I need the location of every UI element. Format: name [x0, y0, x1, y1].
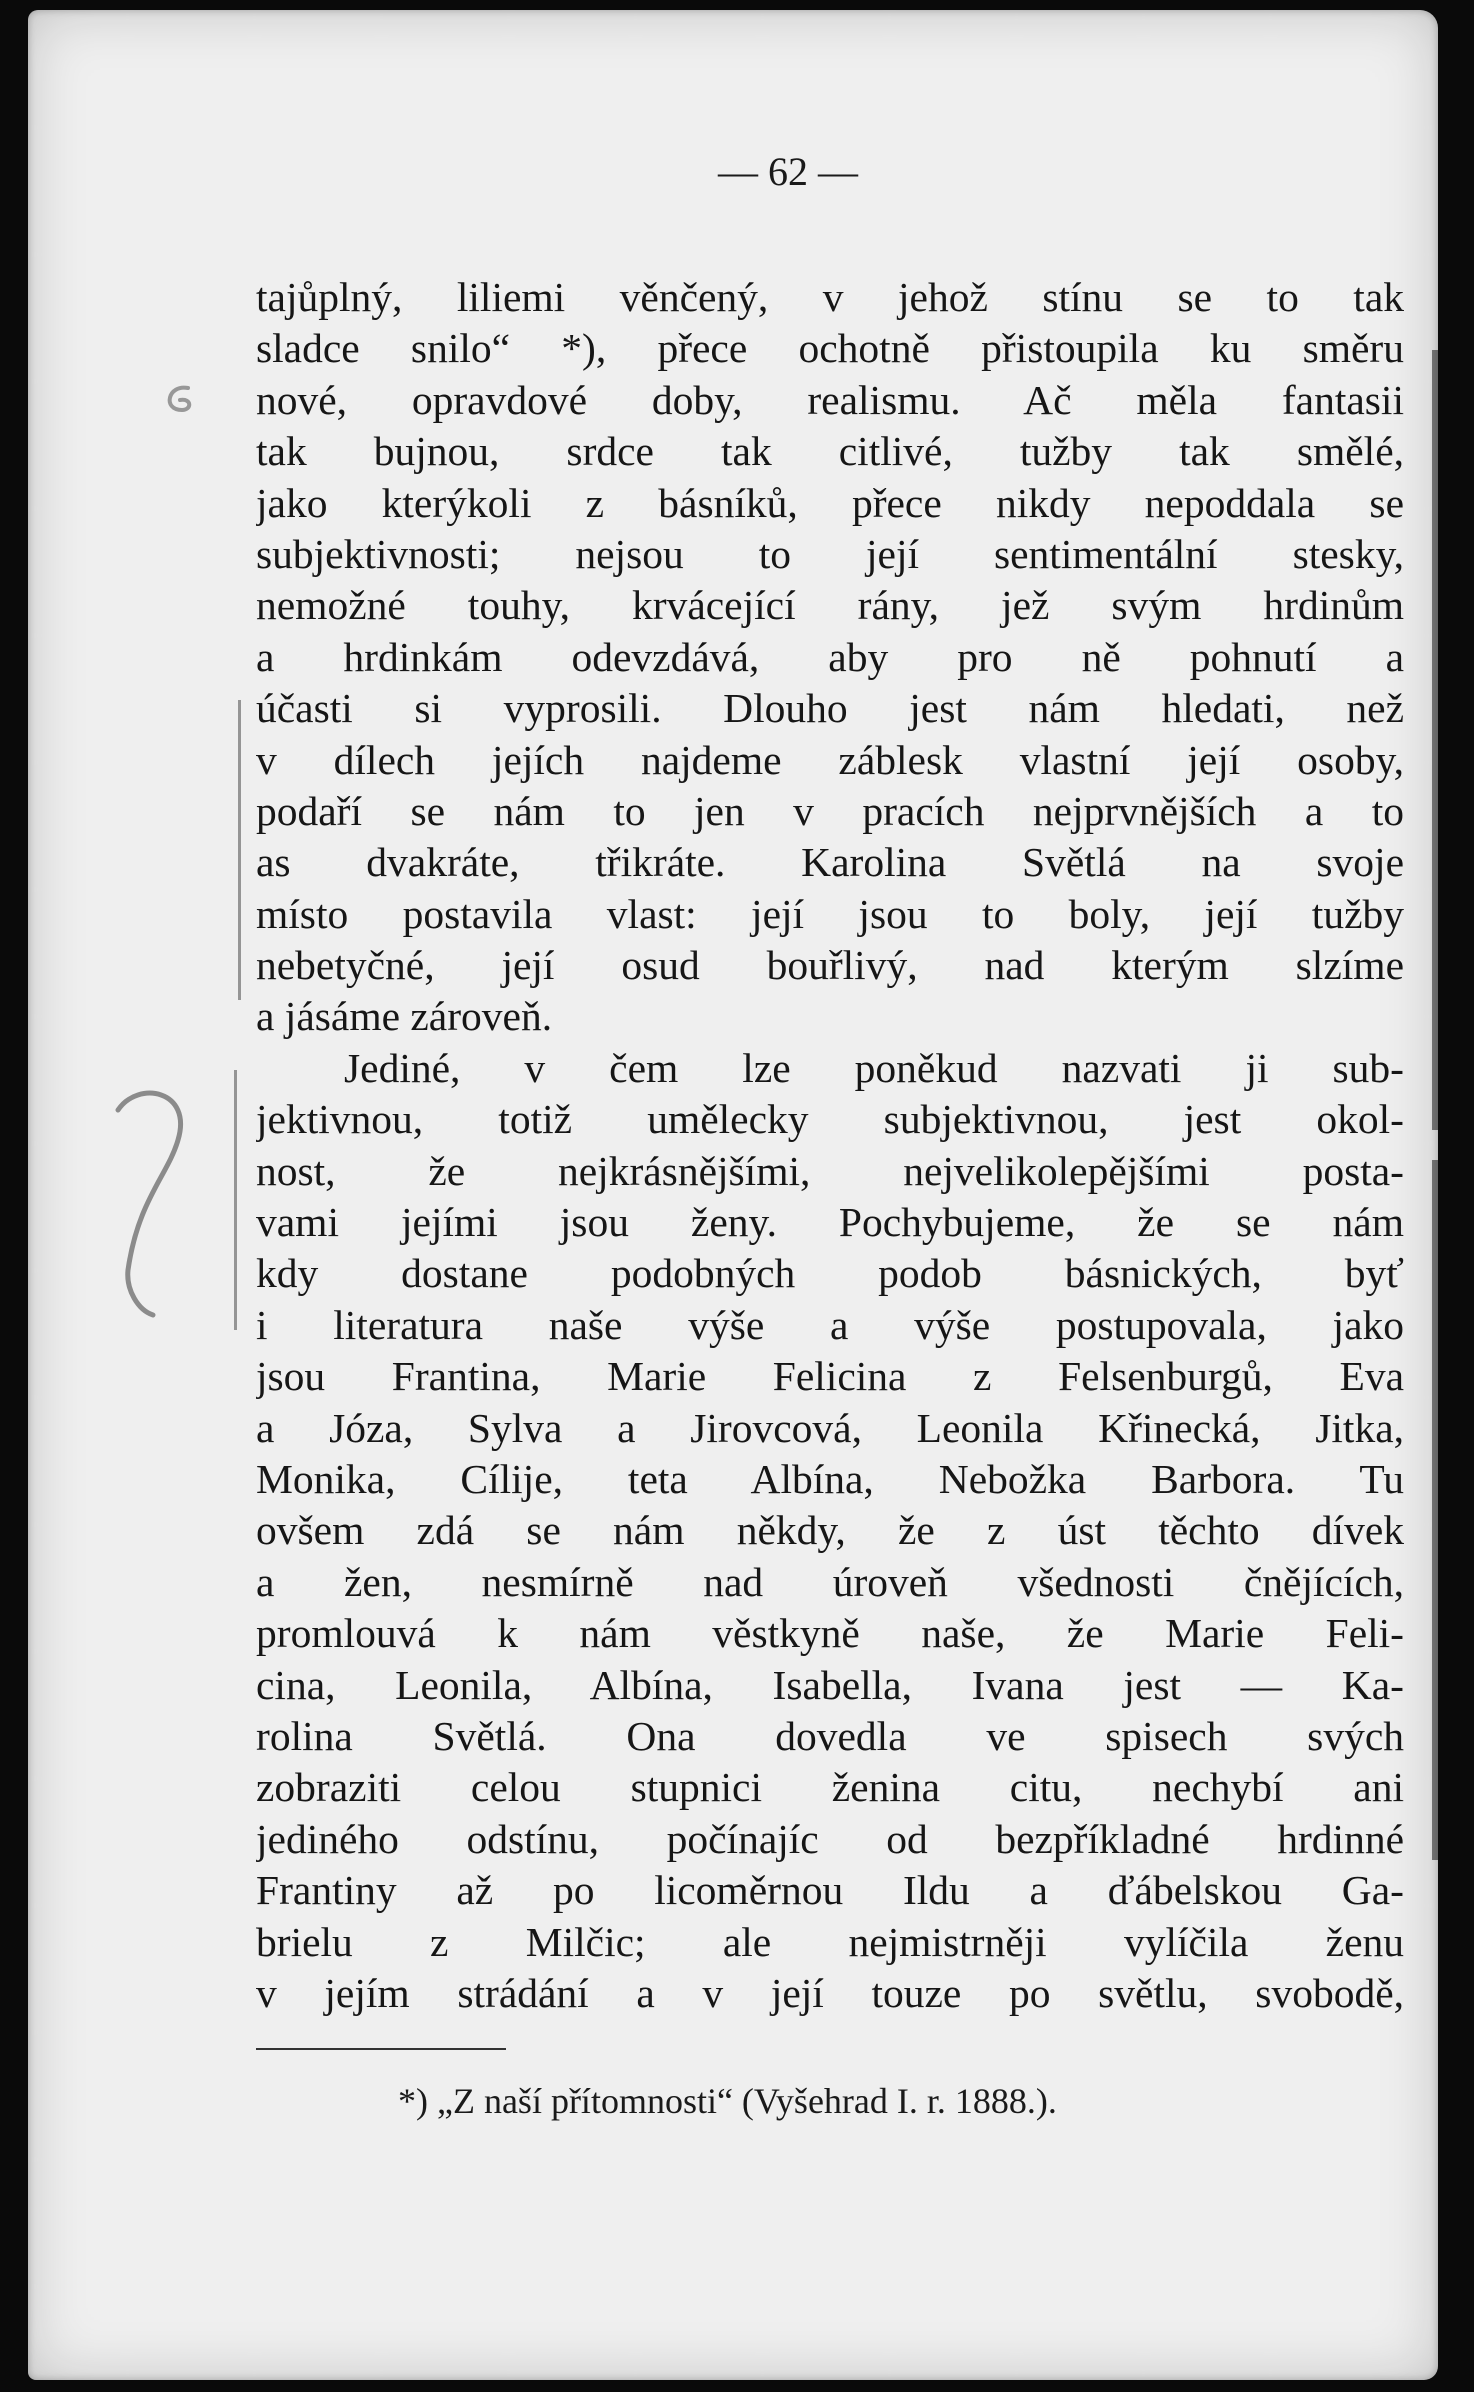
page-edge-shadow — [1432, 350, 1438, 1130]
text-line: a Józa, Sylva a Jirovcová, Leonila Křinecká, Jitka, — [256, 1404, 1404, 1451]
text-line: nebetyčné, její osud bouřlivý, nad kterým slzíme — [256, 942, 1404, 989]
text-line: nost, že nejkrásnějšími, nejvelikolepějšími posta- — [256, 1147, 1404, 1194]
text-line: v jejím strádání a v její touze po světlu, svobodě, — [256, 1969, 1404, 2016]
text-line: vami jejími jsou ženy. Pochybujeme, že se nám — [256, 1199, 1404, 1246]
text-line: promlouvá k nám věstkyně naše, že Marie Feli- — [256, 1610, 1404, 1657]
text-line: tak bujnou, srdce tak citlivé, tužby tak smělé, — [256, 428, 1404, 475]
text-line: jediného odstínu, počínajíc od bezpříkladné hrdinné — [256, 1815, 1404, 1862]
text-line: i literatura naše výše a výše postupovala, jako — [256, 1301, 1404, 1348]
text-line: jektivnou, totiž umělecky subjektivnou, jest okol- — [256, 1096, 1404, 1143]
text-line: cina, Leonila, Albína, Isabella, Ivana jest — Ka- — [256, 1661, 1404, 1708]
text-line: místo postavila vlast: její jsou to boly, její tužby — [256, 890, 1404, 937]
body-text — [256, 272, 1404, 2019]
text-line: as dvakráte, třikráte. Karolina Světlá na svoje — [256, 839, 1404, 886]
text-line: brielu z Milčic; ale nejmistrněji vylíčila ženu — [256, 1918, 1404, 1965]
text-line: rolina Světlá. Ona dovedla ve spisech svých — [256, 1712, 1404, 1759]
text-line: subjektivnosti; nejsou to její sentimentální stesky, — [256, 530, 1404, 577]
margin-pencil-mark — [234, 1070, 237, 1330]
footnote: *) „Z naší přítomnosti“ (Vyšehrad I. r. 1888.). — [398, 2081, 1057, 2121]
page-number: — 62 — — [718, 149, 858, 194]
margin-pencil-swash-icon — [98, 1080, 208, 1320]
text-line: nemožné touhy, krvácející rány, jež svým hrdinům — [256, 582, 1404, 629]
text-line: Frantiny až po licoměrnou Ildu a ďábelskou Ga- — [256, 1867, 1404, 1914]
footnote-separator — [256, 2048, 506, 2050]
text-line: a jásáme zároveň. — [256, 993, 553, 1040]
text-line: Monika, Cílije, teta Albína, Nebožka Barbora. Tu — [256, 1455, 1404, 1502]
margin-pencil-mark — [238, 700, 241, 1000]
text-line: ovšem zdá se nám někdy, že z úst těchto dívek — [256, 1507, 1404, 1554]
book-page — [28, 10, 1438, 2380]
text-line: jako kterýkoli z básníků, přece nikdy nepoddala se — [256, 479, 1404, 526]
text-line: kdy dostane podobných podob básnických, byť — [256, 1250, 1404, 1297]
text-line: Jediné, v čem lze poněkud nazvati ji sub- — [344, 1044, 1404, 1091]
text-line: sladce snilo“ *), přece ochotně přistoupila ku směru — [256, 325, 1404, 372]
text-line: tajůplný, liliemi věnčený, v jehož stínu se to tak — [256, 274, 1404, 320]
text-line: účasti si vyprosili. Dlouho jest nám hledati, než — [256, 685, 1404, 732]
text-line: podaří se nám to jen v pracích nejprvnějších a to — [256, 787, 1404, 834]
text-line: a hrdinkám odevzdává, aby pro ně pohnutí a — [256, 633, 1404, 680]
margin-curl-icon — [158, 380, 198, 420]
text-line: zobraziti celou stupnici ženina citu, nechybí ani — [256, 1764, 1404, 1811]
text-line: a žen, nesmírně nad úroveň všednosti čnějících, — [256, 1558, 1404, 1605]
text-line: v dílech jejích najdeme záblesk vlastní její osoby, — [256, 736, 1404, 783]
text-line: jsou Frantina, Marie Felicina z Felsenburgů, Eva — [256, 1353, 1404, 1400]
page-edge-shadow — [1432, 1160, 1438, 1860]
text-line: nové, opravdové doby, realismu. Ač měla fantasii — [256, 376, 1404, 423]
